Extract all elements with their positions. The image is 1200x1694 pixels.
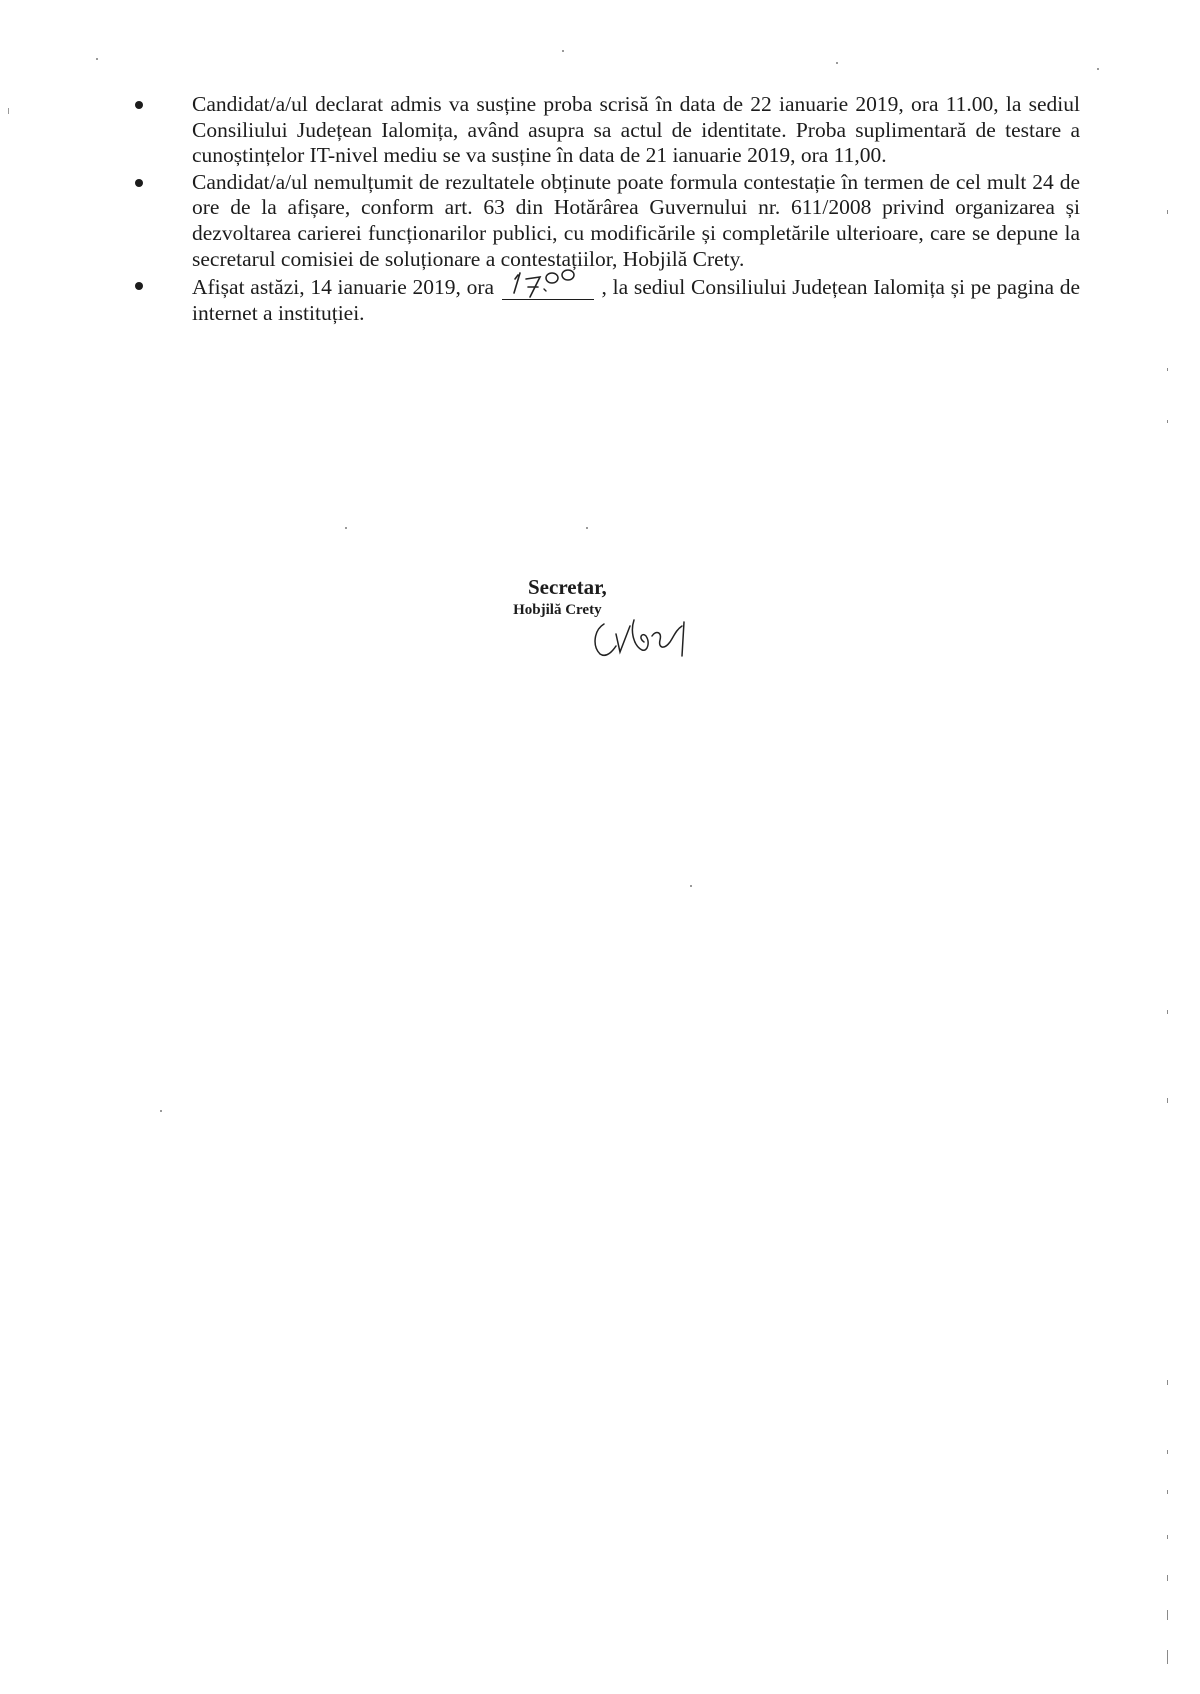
scan-mark	[1167, 368, 1168, 371]
bullet-icon	[135, 101, 143, 109]
list-item	[130, 170, 1080, 272]
scan-speck	[96, 58, 98, 60]
scan-mark	[1167, 210, 1168, 214]
bullet-icon	[135, 179, 143, 187]
scan-mark	[1167, 1450, 1168, 1454]
scan-speck	[562, 50, 564, 52]
scan-speck	[8, 108, 9, 114]
scan-speck	[836, 62, 838, 64]
scan-speck	[586, 527, 588, 529]
handwritten-time	[502, 273, 594, 300]
scan-mark	[1167, 1535, 1168, 1539]
scan-mark	[1167, 1380, 1168, 1385]
bullet-text-before: Afișat astăzi, 14 ianuarie 2019, ora	[192, 275, 495, 300]
bullet-icon	[135, 282, 143, 290]
signature-name: Hobjilă Crety	[513, 602, 602, 618]
scan-mark	[1167, 420, 1168, 423]
list-item	[130, 92, 1080, 169]
scan-speck	[345, 527, 347, 529]
scan-mark	[1167, 1010, 1168, 1014]
scan-mark	[1167, 1610, 1168, 1620]
scan-mark	[1167, 1490, 1168, 1494]
bullet-text: Candidat/a/ul nemulțumit de rezultatele obținute poate formula contestație în termen de cel mult 24 de ore de la afișare, conform art. 63 din Hotărârea Guvernului nr. 611/2008 privind organizarea și dezvoltarea carierei funcționarilor publici, cu modificările și completările ulterioare, care se depune la secretarul comisiei de soluționare a contestațiilor, Hobjilă Crety.	[192, 169, 1080, 271]
handwritten-signature-icon	[590, 612, 700, 662]
bullet-text: Candidat/a/ul declarat admis va susține proba scrisă în data de 22 ianuarie 2019, ora 11.00, la sediul Consiliului Județean Ialomița, având asupra sa actul de identitate. Proba suplimentară de testare a cunoștințelor IT-nivel mediu se va susține în data de 21 ianuarie 2019, ora 11,00.	[192, 92, 1080, 168]
list-item	[130, 273, 1080, 326]
scan-mark	[1167, 1650, 1168, 1664]
handwritten-time-icon	[506, 263, 592, 299]
scan-speck	[160, 1110, 162, 1112]
scan-mark	[1167, 1098, 1168, 1103]
notice-list	[130, 92, 1080, 327]
scan-speck	[1097, 68, 1099, 70]
bullet-text-after: , la sediul Consiliului Județean Ialomița și pe pagina de internet a instituției.	[192, 275, 1081, 325]
scan-speck	[690, 885, 692, 887]
scan-mark	[1167, 1575, 1168, 1581]
signature-title: Secretar,	[528, 575, 607, 599]
